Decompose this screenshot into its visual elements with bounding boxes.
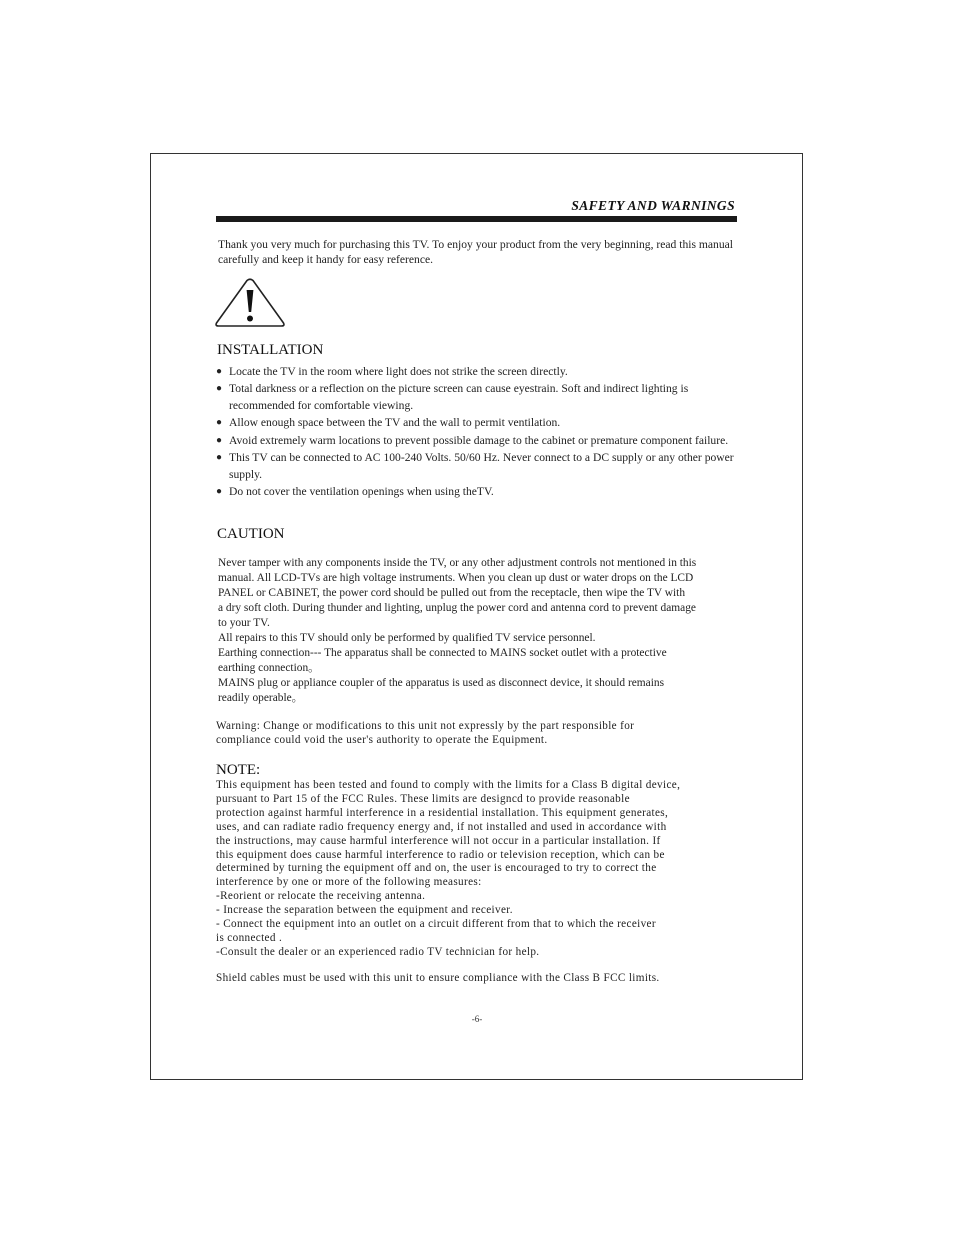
intro-paragraph: Thank you very much for purchasing this TV. To enjoy your product from the very beginning, read this manual carefully and keep it handy for easy reference.	[218, 238, 734, 266]
note-heading: NOTE:	[216, 762, 261, 778]
list-item: ● Do not cover the ventilation openings when using theTV.	[216, 484, 744, 501]
caution-heading: CAUTION	[217, 526, 285, 542]
bullet-dot-icon: ●	[216, 417, 223, 429]
shield-paragraph: Shield cables must be used with this unit to ensure compliance with the Class B FCC limits.	[216, 972, 660, 984]
header-rule	[216, 216, 737, 222]
bullet-dot-icon: ●	[216, 434, 223, 446]
note-paragraph: This equipment has been tested and found to comply with the limits for a Class B digital device, pursuant to Part 15 of the FCC Rules. These limits are designcd to provide reasonable protection against harmful interference in a residential installation. This equipment generates, uses, and can radiate radio frequency energy and, if not installed and used in accordance with the instructions, may cause harmful interference will not occur in a particular installation. If this equipment does cause harmful interference to radio or television reception, which can be determined by turning the equipment off and on, the user is encouraged to try to correct the interference by one or more of the following measures: -Reorient or relocate the receiving antenna. - Increase the separation between the equipment and receiver. - Connect the equipment into an outlet on a circuit different from that to which the receiver is connected . -Consult the dealer or an experienced radio TV technician for help.	[216, 779, 681, 958]
bullet-dot-icon: ●	[216, 366, 223, 377]
list-item: ● Allow enough space between the TV and the wall to permit ventilation.	[216, 415, 744, 432]
section-title: SAFETY AND WARNINGS	[571, 198, 735, 213]
bullet-dot-icon: ●	[216, 486, 223, 498]
list-item: ● Avoid extremely warm locations to prevent possible damage to the cabinet or premature component failure.	[216, 433, 744, 450]
page-number: -6-	[471, 1014, 483, 1024]
installation-list	[216, 364, 744, 501]
bullet-dot-icon: ●	[216, 383, 223, 395]
list-item: ● Locate the TV in the room where light does not strike the screen directly.	[216, 364, 744, 381]
list-item: ● This TV can be connected to AC 100-240 Volts. 50/60 Hz. Never connect to a DC supply or any other power supply.	[216, 450, 734, 481]
installation-heading: INSTALLATION	[217, 342, 324, 358]
bullet-dot-icon: ●	[216, 451, 223, 463]
list-item: ● Total darkness or a reflection on the picture screen can cause eyestrain. Soft and indirect lighting is recommended for comfortable viewing.	[216, 382, 689, 413]
warning-paragraph: Warning: Change or modifications to this unit not expressly by the part responsible for compliance could void the user's authority to operate the Equipment.	[216, 720, 635, 746]
warning-triangle-icon	[214, 278, 286, 328]
caution-paragraph: Never tamper with any components inside the TV, or any other adjustment controls not mentioned in this manual. All LCD-TVs are high voltage instruments. When you clean up dust or water drops on the LCD PANEL or CABINET, the power cord should be pulled out from the receptacle, then wipe the TV with a dry soft cloth. During thunder and lighting, unplug the power cord and antenna cord to prevent damage to your TV. All repairs to this TV should only be performed by qualified TV service personnel. Earthing connection--- The apparatus shall be connected to MAINS socket outlet with a protective earthing connection。 MAINS plug or appliance coupler of the apparatus is used as disconnect device, it should remains readily operable。	[218, 557, 697, 704]
